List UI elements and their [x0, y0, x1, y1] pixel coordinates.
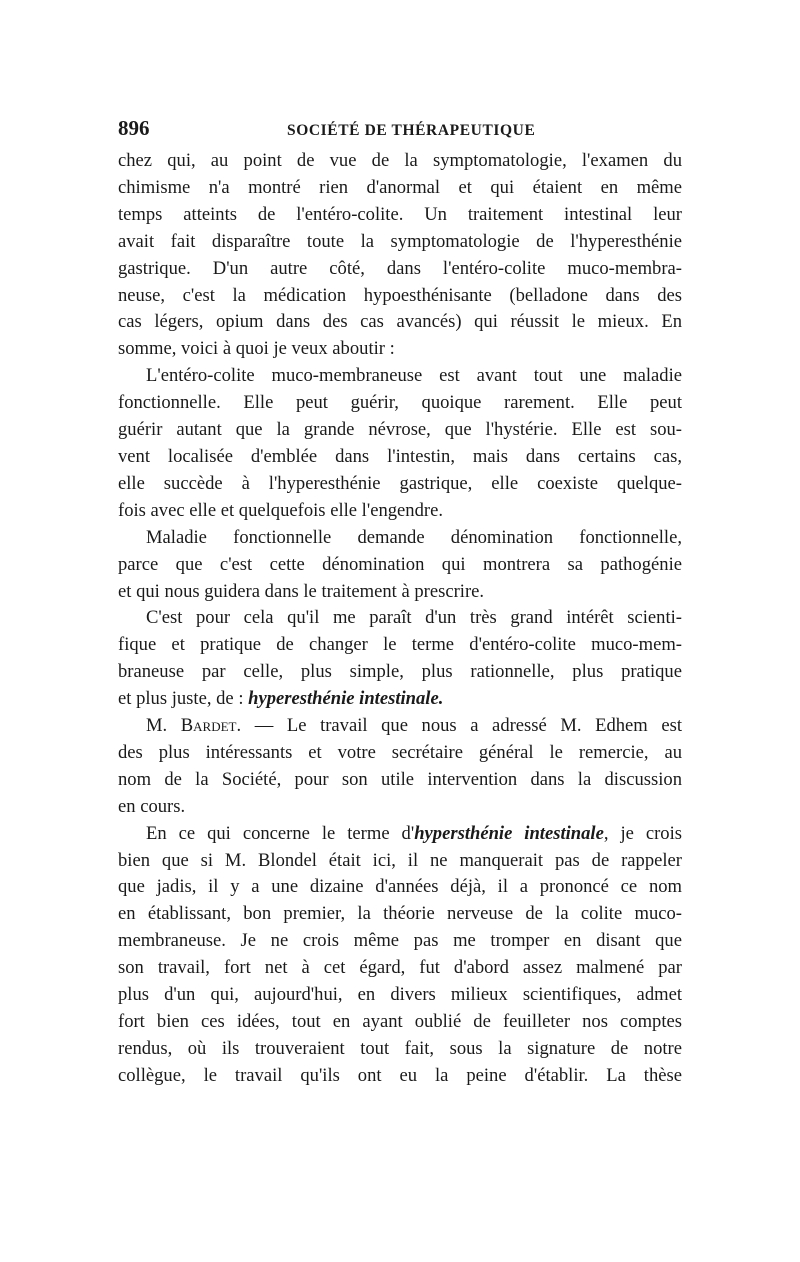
- speaker-name: Bardet.: [180, 715, 242, 737]
- text-line: plus d'un qui, aujourd'hui, en divers milieux scientifiques, admet: [118, 984, 682, 1006]
- text-line: fonctionnelle. Elle peut guérir, quoique rarement. Elle peut: [118, 392, 682, 414]
- page-number: 896: [118, 116, 150, 140]
- text-fragment: En ce qui concerne le terme d': [146, 822, 415, 844]
- text-line: en cours.: [118, 795, 186, 817]
- text-line: neuse, c'est la médication hypoesthénisante (belladone dans des: [118, 284, 682, 306]
- paragraph: [118, 363, 682, 524]
- text-line: temps atteints de l'entéro-colite. Un traitement intestinal leur: [118, 203, 682, 225]
- text-line: nom de la Société, pour son utile intervention dans la discussion: [118, 768, 682, 790]
- text-line: collègue, le travail qu'ils ont eu la peine d'établir. La thèse: [118, 1064, 682, 1086]
- text-line: en établissant, bon premier, la théorie nerveuse de la colite muco-: [118, 903, 682, 925]
- paragraph: [118, 148, 682, 363]
- text-line: gastrique. D'un autre côté, dans l'entéro-colite muco-membra-: [118, 257, 682, 279]
- text-fragment: M.: [146, 715, 181, 737]
- text-line: avait fait disparaître toute la symptomatologie de l'hyperesthénie: [118, 230, 682, 252]
- text-line: chez qui, au point de vue de la symptomatologie, l'examen du: [118, 150, 682, 171]
- italic-term: hyperesthénie intestinale.: [248, 688, 444, 710]
- text-line: chimisme n'a montré rien d'anormal et qui étaient en même: [118, 176, 682, 198]
- paragraph: [118, 821, 682, 1090]
- text-line: des plus intéressants et votre secrétaire général le remercie, au: [118, 741, 682, 763]
- text-line: braneuse par celle, plus simple, plus rationnelle, plus pratique: [118, 661, 682, 683]
- text-line: elle succède à l'hyperesthénie gastrique, elle coexiste quelque-: [118, 472, 682, 494]
- document-page: [118, 116, 682, 1090]
- text-line: parce que c'est cette dénomination qui montrera sa pathogénie: [118, 553, 682, 575]
- page-header: [118, 116, 682, 146]
- italic-term: hypersthénie intestinale: [414, 822, 604, 844]
- text-fragment: — Le travail que nous a adressé M. Edhem est: [241, 715, 682, 737]
- text-line: bien que si M. Blondel était ici, il ne manquerait pas de rappeler: [118, 849, 682, 871]
- text-line: membraneuse. Je ne crois même pas me tromper en disant que: [118, 930, 682, 952]
- text-line: que jadis, il y a une dizaine d'années déjà, il a prononcé ce nom: [118, 876, 682, 898]
- text-line: L'entéro-colite muco-membraneuse est avant tout une maladie: [146, 365, 682, 387]
- text-line: C'est pour cela qu'il me paraît d'un très grand intérêt scienti-: [146, 607, 682, 629]
- paragraph: [118, 525, 682, 606]
- paragraph: [118, 605, 682, 713]
- text-line: son travail, fort net à cet égard, fut d'abord assez malmené par: [118, 957, 682, 979]
- text-line: vent localisée d'emblée dans l'intestin, mais dans certains cas,: [118, 445, 682, 467]
- running-title: SOCIÉTÉ DE THÉRAPEUTIQUE: [287, 122, 536, 139]
- text-line: [118, 821, 682, 848]
- text-line: guérir autant que la grande névrose, que l'hystérie. Elle est sou-: [118, 419, 682, 441]
- text-fragment: , je crois: [603, 822, 682, 844]
- text-line: fort bien ces idées, tout en ayant oublié de feuilleter nos comptes: [118, 1011, 682, 1032]
- text-line: somme, voici à quoi je veux aboutir :: [118, 338, 395, 360]
- text-line: rendus, où ils trouveraient tout fait, sous la signature de notre: [118, 1037, 682, 1059]
- text-line: cas légers, opium dans des cas avancés) qui réussit le mieux. En: [118, 311, 682, 333]
- body-text: [118, 148, 682, 1090]
- text-line: fique et pratique de changer le terme d'entéro-colite muco-mem-: [118, 634, 682, 656]
- text-line: [118, 686, 682, 713]
- text-line: [118, 713, 682, 740]
- text-line: fois avec elle et quelquefois elle l'engendre.: [118, 499, 443, 521]
- text-line: Maladie fonctionnelle demande dénomination fonctionnelle,: [146, 526, 682, 548]
- paragraph: [118, 713, 682, 821]
- text-line: et qui nous guidera dans le traitement à prescrire.: [118, 580, 485, 602]
- text-fragment: et plus juste, de :: [118, 688, 249, 710]
